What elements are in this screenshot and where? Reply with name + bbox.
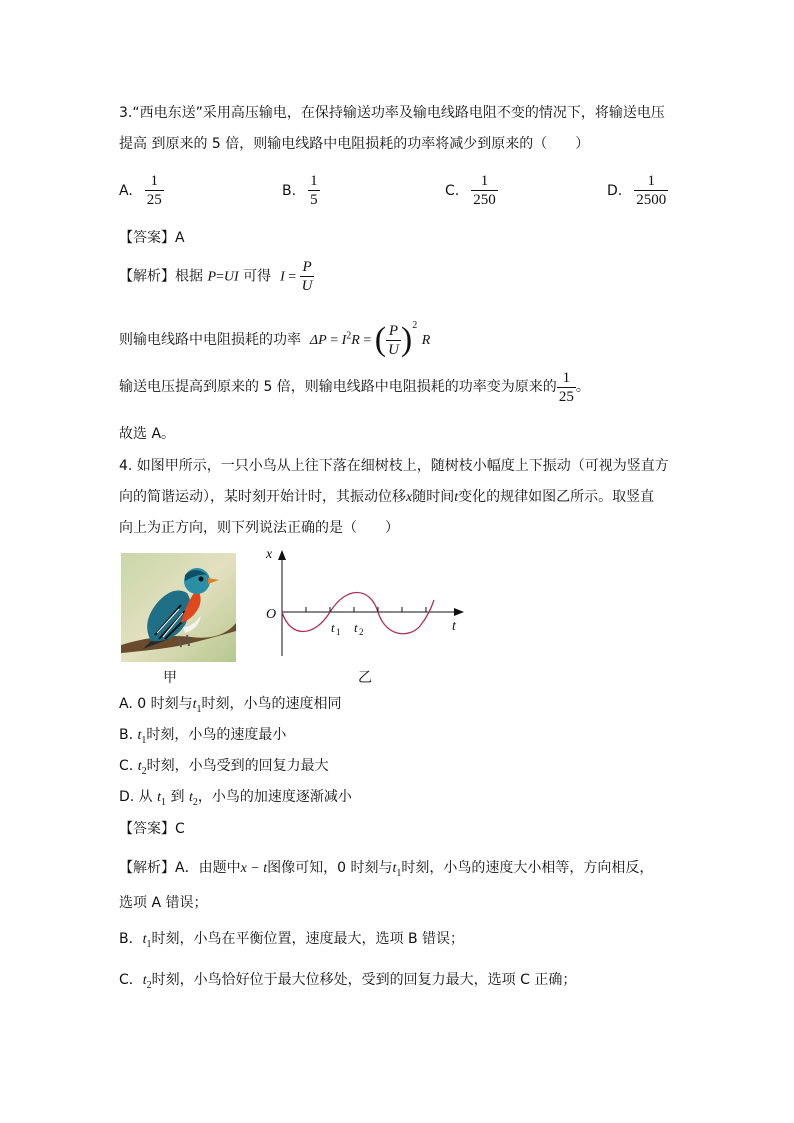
t2-subscript: 2 (359, 627, 364, 637)
x-t-expression: x − t (240, 861, 268, 876)
text: 到 (170, 789, 185, 805)
x-axis-label: x (266, 547, 273, 562)
option-fraction (308, 172, 320, 209)
numerator: P (302, 259, 312, 275)
text: 时刻，小鸟恰好位于最大位移处，受到的回复力最大，选项 C 正确； (151, 972, 577, 988)
period: 。 (575, 379, 590, 395)
text: 时刻，小鸟的速度大小相等，方向相反， (401, 860, 654, 876)
option-label: C. (445, 182, 460, 199)
text: A. 0 时刻与 (119, 696, 193, 712)
q3-option-a (119, 172, 164, 209)
text: ，小鸟的加速度逐渐减小 (197, 789, 352, 805)
option-label: D. (607, 182, 623, 199)
left-paren: ( (374, 321, 387, 358)
var-t: t (142, 932, 147, 947)
text: 时刻，小鸟的速度相同 (201, 696, 342, 712)
subscript: 1 (146, 938, 152, 950)
analysis-prefix: 【解析】根据 (119, 268, 203, 285)
q3-choose: 故选 A。 (119, 426, 176, 442)
text: 变化的规律如图乙所示。取竖直 (458, 489, 655, 505)
horizontal-axis (282, 608, 464, 616)
text: B． (119, 931, 143, 947)
text: D. 从 (119, 789, 153, 805)
q4-stem-line3: 向上为正方向，则下列说法正确的是（ ） (119, 520, 399, 536)
q4-stem-line1: 4. 如图甲所示，一只小鸟从上往下落在细树枝上，随树枝小幅度上下振动（可视为竖直方 (119, 458, 669, 474)
q4-analysis-b (119, 929, 464, 955)
text: B. (119, 727, 134, 743)
text: C． (119, 972, 143, 988)
var-p: P (207, 269, 217, 285)
denominator: 5 (310, 192, 318, 208)
exponent: 2 (346, 330, 352, 342)
q4-analysis-c (119, 970, 576, 996)
denominator: U (388, 341, 399, 358)
numerator: 1 (150, 173, 159, 189)
denominator: 25 (146, 192, 162, 208)
option-label: A. (119, 182, 133, 199)
q3-stem-line2: 提高 到原来的 5 倍，则输电线路中电阻损耗的功率将减少到原来的（ ） (119, 136, 590, 152)
var-t: t (188, 790, 193, 805)
var-t: t (142, 973, 147, 988)
var-i: I (341, 333, 347, 348)
numerator: 1 (480, 173, 489, 189)
figure-jia-label: 甲 (163, 670, 177, 686)
subscript: 2 (192, 796, 198, 808)
exponent: 2 (412, 320, 418, 331)
t2-label: t (354, 620, 358, 635)
subscript: 1 (196, 703, 202, 715)
subscript: 2 (141, 765, 147, 777)
vertical-axis (278, 550, 286, 656)
var-ui: UI (223, 269, 239, 285)
var-t: t (192, 697, 197, 712)
denominator: 2500 (636, 192, 667, 208)
var-t: t (392, 861, 397, 876)
numerator: 1 (310, 173, 318, 189)
q4-analysis-a-line2: 选项 A 错误； (119, 895, 208, 911)
q3-option-d (607, 172, 668, 209)
p-over-u-fraction (386, 322, 401, 359)
subscript: 1 (396, 867, 402, 879)
option-fraction (471, 172, 498, 209)
text: 向的简谐运动），某时刻开始计时，其振动位移 (119, 489, 406, 505)
equals-sign: = (216, 269, 224, 285)
numerator: 1 (647, 173, 655, 189)
var-t: t (454, 490, 459, 505)
q4-answer: 【答案】C (119, 821, 185, 837)
t-axis-label: t (452, 619, 456, 634)
subscript: 1 (141, 734, 147, 746)
one-over-25-fraction (557, 369, 576, 406)
q3-option-b (282, 172, 320, 209)
delta-p: ΔP (309, 333, 327, 348)
option-label: B. (282, 182, 297, 199)
loss-text: 则输电线路中电阻损耗的功率 (119, 332, 301, 348)
var-t: t (137, 759, 142, 774)
numerator: P (388, 322, 399, 339)
q4-option-a (119, 694, 341, 720)
subscript: 1 (161, 796, 167, 808)
q3-analysis-line1: 【解析】根据 P=UI 可得 I = $\frac{P}{U}$ (119, 259, 313, 294)
denominator: U (301, 278, 313, 294)
bird-photo (121, 553, 236, 662)
xt-graph (262, 546, 472, 660)
var-x: x (406, 490, 413, 505)
var-t: t (137, 728, 142, 743)
var-i: I (280, 269, 285, 285)
q3-analysis-line2: 则输电线路中电阻损耗的功率 $\Delta P = I^2R$ = ( $\frac{P}{U}$ )$^2$ R (119, 320, 431, 358)
var-r: R (421, 333, 431, 348)
text: 【解析】A．由题中 (119, 860, 241, 876)
q4-stem-line2 (119, 487, 654, 508)
text: 图像可知，0 时刻与 (267, 860, 393, 876)
q3-conclusion (119, 367, 590, 407)
q3-stem-line1: 3.“西电东送”采用高压输电，在保持输送功率及输电线路电阻不变的情况下，将输送电压 (119, 105, 665, 121)
text: 时刻，小鸟在平衡位置，速度最大，选项 B 错误； (151, 931, 465, 947)
text: 随时间 (412, 489, 455, 505)
t1-subscript: 1 (336, 627, 341, 637)
text: 时刻，小鸟的速度最小 (146, 727, 287, 743)
var-r: R (351, 333, 360, 348)
denominator: 250 (473, 192, 496, 208)
numerator: 1 (562, 369, 571, 386)
subscript: 2 (146, 979, 152, 991)
q4-option-b (119, 725, 286, 751)
option-fraction (634, 172, 668, 209)
t1-label: t (331, 620, 335, 635)
text: C. (119, 758, 134, 774)
conclusion-text: 输送电压提高到原来的 5 倍，则输电线路中电阻损耗的功率变为原来的 (119, 379, 557, 395)
q4-option-c (119, 756, 329, 782)
p-over-u-fraction (300, 258, 315, 295)
q3-answer: 【答案】A (119, 230, 185, 246)
q4-analysis-a-line1 (119, 858, 653, 884)
option-fraction (145, 172, 164, 209)
sine-curve (282, 593, 434, 634)
figure-yi-label: 乙 (358, 670, 372, 686)
can-get-text: 可得 (243, 268, 272, 285)
q3-option-c (445, 172, 498, 209)
denominator: 25 (558, 388, 574, 405)
origin-label: O (266, 607, 277, 622)
q4-option-d (119, 787, 352, 813)
right-paren: ) (400, 321, 413, 358)
text: 时刻，小鸟受到的回复力最大 (146, 758, 329, 774)
var-t: t (157, 790, 162, 805)
